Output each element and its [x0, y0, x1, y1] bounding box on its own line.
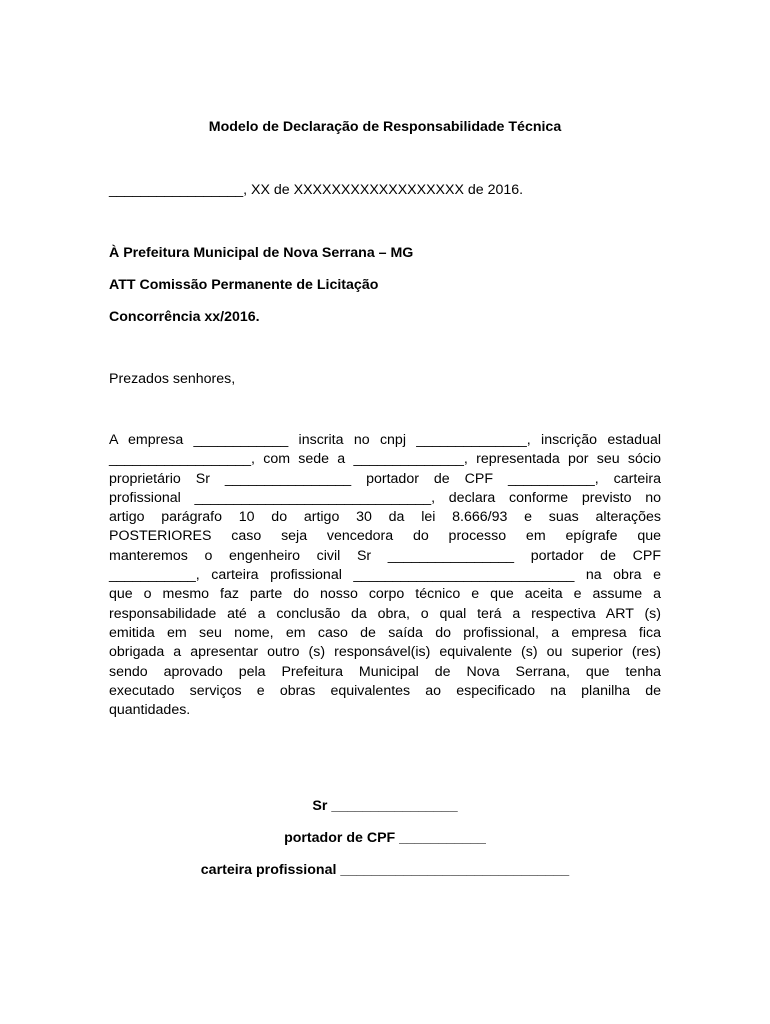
addressee-prefeitura: À Prefeitura Municipal de Nova Serrana – MG — [109, 245, 414, 261]
body-line: emitida em seu nome, em caso de saída do profissional, a empresa fica — [109, 624, 661, 641]
body-line: manteremos o engenheiro civil Sr ________________ portador de CPF — [109, 547, 661, 564]
body-line: profissional ______________________________, declara conforme previsto no — [109, 489, 661, 506]
signature-name-line: Sr ________________ — [312, 798, 458, 814]
body-line: __________________, com sede a ______________, representada por seu sócio — [109, 451, 661, 468]
document-title: Modelo de Declaração de Responsabilidade Técnica — [208, 119, 562, 135]
body-line: POSTERIORES caso seja vencedora do processo em epígrafe que — [109, 528, 661, 545]
body-line: A empresa ____________ inscrita no cnpj ______________, inscrição estadual — [109, 432, 661, 448]
body-line: responsabilidade até a conclusão da obra, o qual terá a respectiva ART (s) — [109, 605, 661, 622]
body-line: sendo aprovado pela Prefeitura Municipal de Nova Serrana, que tenha — [109, 663, 661, 680]
signature-cpf-line: portador de CPF ___________ — [284, 830, 486, 846]
addressee-comissao: ATT Comissão Permanente de Licitação — [109, 277, 379, 293]
body-line: artigo parágrafo 10 do artigo 30 da lei 8.666/93 e suas alterações — [109, 509, 661, 526]
date-line: _________________, XX de XXXXXXXXXXXXXXXXXX de 2016. — [109, 182, 524, 198]
body-line: quantidades. — [109, 702, 191, 719]
declaration-body — [109, 431, 661, 720]
salutation: Prezados senhores, — [109, 371, 236, 387]
body-line: proprietário Sr ________________ portador de CPF ___________, carteira — [109, 470, 661, 487]
addressee-concorrencia: Concorrência xx/2016. — [109, 309, 260, 325]
body-line: que o mesmo faz parte do nosso corpo técnico e que aceita e assume a — [109, 586, 661, 603]
body-line: ___________, carteira profissional ____________________________ na obra e — [109, 567, 661, 584]
body-line: executado serviços e obras equivalentes ao especificado na planilha de — [109, 682, 661, 699]
signature-carteira-line: carteira profissional _____________________________ — [200, 862, 570, 878]
body-line: obrigada a apresentar outro (s) responsável(is) equivalente (s) ou superior (res) — [109, 644, 661, 661]
